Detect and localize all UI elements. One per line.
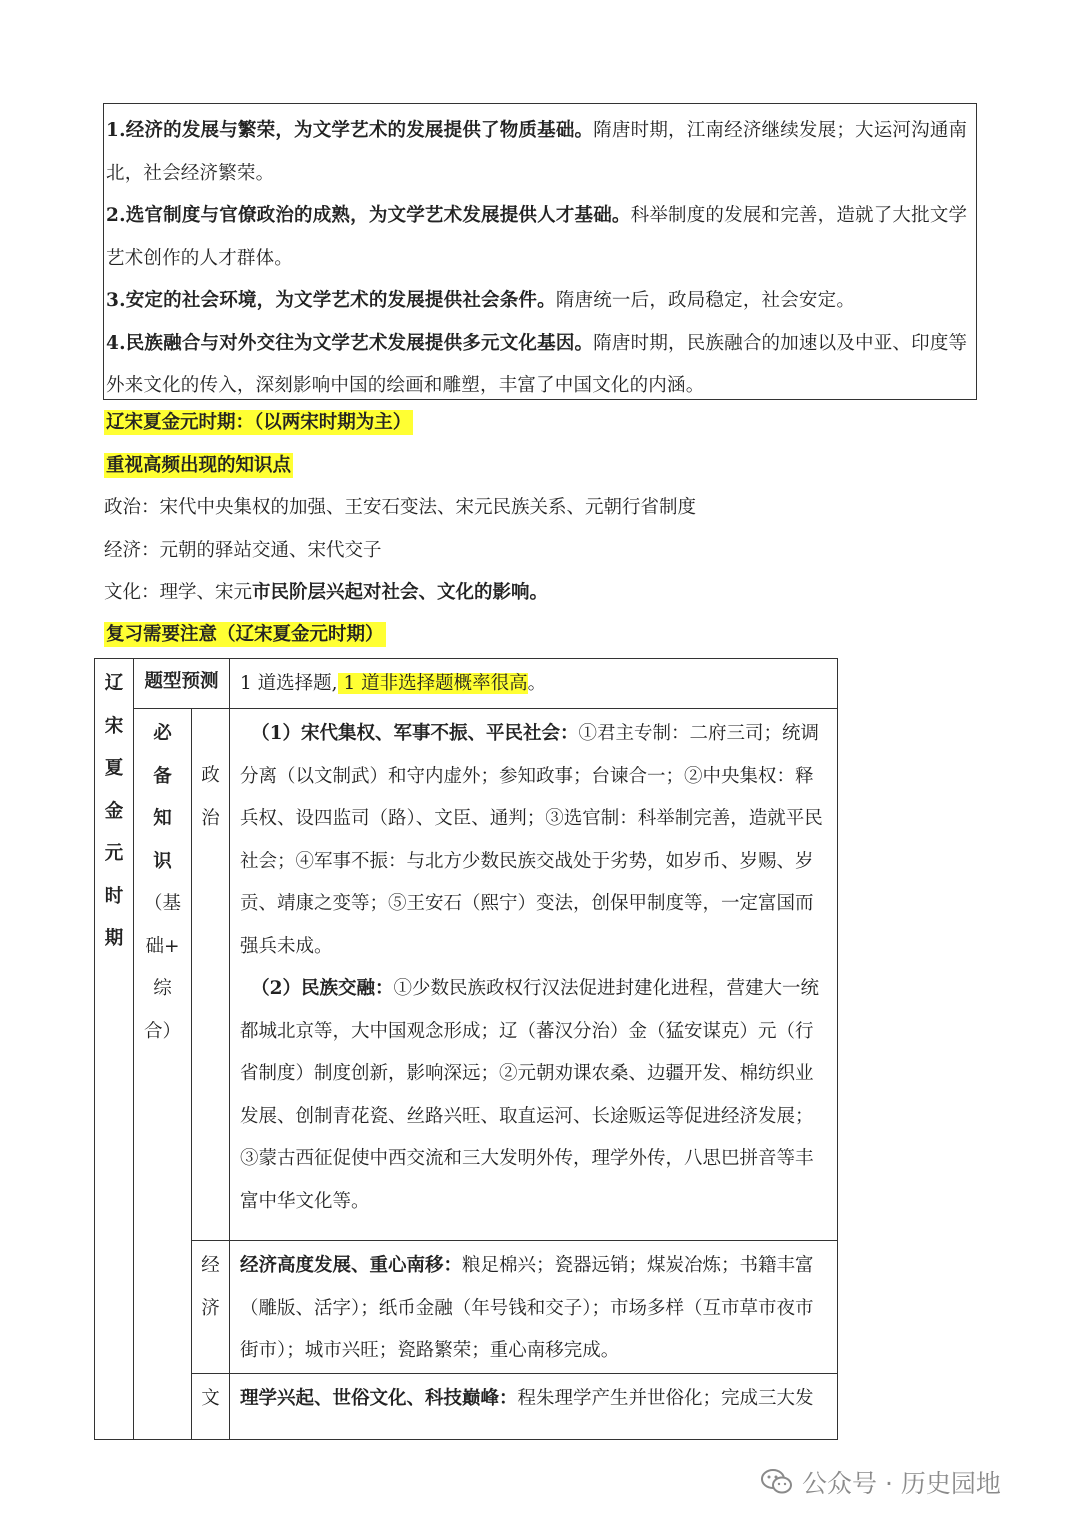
table-row-forecast [95,659,838,709]
summary-box [103,103,977,400]
economy-content: 经济高度发展、重心南移：粮足棉兴；瓷器远销；煤炭冶炼；书籍丰富（雕版、活字）；纸币金融（年号钱和交子）；市场多样（互市草市夜市街市）；城市兴旺；瓷路繁荣；重心南移完成。 [230,1241,838,1374]
review-title: 复习需要注意（辽宋夏金元时期） [106,624,384,645]
watermark-text: 公众号 · 历史园地 [802,1469,1001,1498]
culture-line: 文化：理学、宋元市民阶层兴起对社会、文化的影响。 [104,582,549,603]
economy-column: 经 济 [192,1241,230,1374]
section-title: 辽宋夏金元时期：（以两宋时期为主） [106,412,412,433]
culture-column: 文 [192,1373,230,1439]
box-paragraph-2: 2.选官制度与官僚政治的成熟，为文学艺术发展提供人才基础。科举制度的发展和完善，造就了大批文学艺术创作的人才群体。 [106,205,968,269]
watermark [760,1462,1060,1502]
economy-line: 经济：元朝的驿站交通、宋代交子 [104,540,382,561]
type-forecast-label: 题型预测 [134,659,230,709]
box-paragraph-3: 3.安定的社会环境，为文学艺术的发展提供社会条件。隋唐统一后，政局稳定，社会安定。 [106,290,856,311]
table-row-economy [95,1241,838,1374]
type-forecast-value: 1 道选择题, 1 道非选择题概率很高。 [230,659,838,709]
box-paragraph-4: 4.民族融合与对外交往为文学艺术发展提供多元文化基因。隋唐时期，民族融合的加速以及中亚、印度等外来文化的传入，深刻影响中国的绘画和雕塑，丰富了中国文化的内涵。 [106,332,968,396]
focus-title: 重视高频出现的知识点 [106,455,292,476]
table-row-culture [95,1373,838,1439]
must-know-column: 必 备 知 识 （基 础+ 综 合） [134,709,192,1440]
review-table [94,658,838,1440]
politics-line: 政治：宋代中央集权的加强、王安石变法、宋元民族关系、元朝行省制度 [104,497,697,518]
table-row-politics [95,709,838,1241]
culture-content: 理学兴起、世俗文化、科技巅峰：程朱理学产生并世俗化；完成三大发 [230,1373,838,1439]
box-paragraph-1: 1.经济的发展与繁荣，为文学艺术的发展提供了物质基础。隋唐时期，江南经济继续发展；大运河沟通南北，社会经济繁荣。 [106,120,968,184]
period-column: 辽 宋 夏 金 元 时 期 [95,659,134,1440]
politics-content: （1）宋代集权、军事不振、平民社会：①君主专制：二府三司；统调分离（以文制武）和守内虚外；参知政事；台谏合一；②中央集权：释兵权、设四监司（路）、文臣、通判；③选官制：科举制完善，造就平民社会；④军事不振：与北方少数民族交战处于劣势，如岁币、岁赐、岁贡、靖康之变等；⑤王安石（熙宁）变法，创保甲制度等，一定富国而强兵未成。 （2）民族交融：①少数民族政权行汉法促进封建化进程，营建大一统都城北京等，大中国观念形成；辽（蕃汉分治）金（猛安谋克）元（行省制度）制度创新，影响深远；②元朝劝课农桑、边疆开发、棉纺织业发展、创制青花瓷、丝路兴旺、取直运河、长途贩运等促进经济发展；③蒙古西征促使中西交流和三大发明外传，理学外传，八思巴拼音等丰富中华文化等。 [230,709,838,1241]
politics-column: 政 治 [192,709,230,1241]
wechat-icon [760,1465,794,1499]
